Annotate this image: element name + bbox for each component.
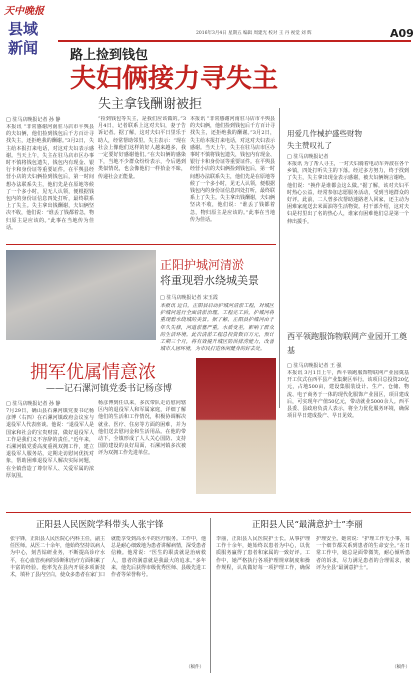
feature-body-col2: 杨彦博到任以来，多次带队走访慰问辖区内的退役军人和军属家庭，详细了解他们的生活和工作情况，积极协调解决就业、医疗、住房等方面的困难，并为他们送去慰问金和生活用品。在他的带动下，全镇形成了人人关心国防、支持国防建设的良好局面，石漯河镇多次被评为双拥工作先进单位。 — [98, 400, 186, 457]
feature-byline: □ 驻马店晚报记者 孙 静 — [6, 401, 61, 407]
right-top-body: 本报讯 为了帮人寻主，一对夫妇骑着电动车奔波在各个乡镇，四处打听失主的下落。经过多方努力，终于找到了失主，失主拿出现金表示感谢，被夫妇俩婉言谢绝。他们说：“换作是谁都会这么做。”据了解，该对夫妇平时热心公益，经常参加志愿服务活动，受到当地群众的好评。此前，二人曾多次帮助迷路老人回家，还主动为困难家庭送去米面油等生活物资。村干部介绍，这对夫妇是村里出了名的热心人，谁家有困难他们总是第一个伸出援手。 — [287, 161, 409, 225]
right-bottom-caption: 西平领跑服饰物联网产业园开工奠基 — [287, 332, 407, 355]
main-headline: 夫妇俩接力寻失主 — [70, 64, 279, 94]
right-top-subtitle: 失主赞叹礼了 — [287, 141, 332, 150]
right-top-title: 用爱几作械护盛些财物 — [287, 129, 362, 138]
bottom-right-note: （稿件） — [392, 665, 410, 670]
main-byline: □ 驻马店晚报记者 孙 静 — [6, 117, 61, 123]
section-label: 县域新闻 — [8, 20, 39, 57]
masthead-logo: 天中晚报 — [4, 6, 44, 17]
bottom-divider — [210, 518, 211, 673]
middle-title: 正阳护城河清淤 — [160, 258, 245, 272]
middle-subtitle: 将重现碧水绕城美景 — [160, 274, 259, 287]
right-divider — [279, 108, 280, 408]
main-kicker: 路上捡到钱包 — [70, 48, 149, 63]
portrait-photo — [196, 358, 276, 494]
middle-rule — [6, 244, 276, 245]
bottom-right-title: 正阳县人民“最满意护士”李丽 — [252, 520, 363, 530]
feature-body: 7月29日，确山县石漯河镇党委书记杨彦博（右四）在石漯河镇政府会议室与退役军人代表座谈。他说：“退役军人是国家和社会的宝贵财富，做好退役军人工作是我们义不容辞的责任。”近年来，石漯河镇党委高度重视双拥工作，建立退役军人服务站，定期走访慰问优抚对象，帮助困难退役军人解决实际问题，在全镇营造了尊崇军人、关爱军属的浓厚氛围。 — [6, 408, 94, 479]
middle-byline: □ 驻马店晚报记者 宋玉霞 — [160, 295, 218, 301]
dredging-photo — [6, 250, 156, 340]
middle-body: 本报讯 近日，正阳县启动护城河清淤工程，对城区护城河进行全面清淤治理。工程完工后，护城河将重现碧水绕城的美景。据了解，正阳县护城河由于年久失修，河道淤塞严重，水质变差，影响了群众的生活环境。此次清淤工程总投资数百万元，预计工期三个月，将有效提升城区防洪排涝能力，改善城市人居环境，为市民打造休闲健身的好去处。 — [160, 303, 274, 353]
bottom-right-body: 李丽，正阳县人民医院护士长。从事护理工作十余年，她始终以患者为中心，以优质服务赢得了患者和家属的一致好评。工作中，她严格执行各项护理规章制度和操作规程，认真做好每一项护理工作，确保护理安全。她常说：“护理工作无小事，每一个细节都关系到患者的生命安全。”在日常工作中，她总是面带微笑，耐心倾听患者的诉求，尽力满足患者的合理需求，被评为全县“最满意护士”。 — [216, 536, 410, 571]
feature-subtitle: ——记石漯河镇党委书记杨彦博 — [46, 384, 173, 394]
bottom-rule — [6, 512, 411, 513]
right-bottom-body: 本报讯 3月1日上午，西平领跑服饰物联网产业园奠基开工仪式在西平县产业集聚区举行。该项目总投资20亿元，占地500亩，建设集服装设计、生产、仓储、物流、电子商务于一体的现代化服饰产业园区，项目建成后，可实现年产值50亿元，带动就业5000余人。西平县委、县政府负责人表示，将全力优化服务环境，确保项目早日建成投产、早日见效。 — [287, 370, 409, 420]
bottom-left-title: 正阳县人民医院学科带头人张宇锋 — [36, 520, 164, 530]
bottom-left-note: （稿件） — [186, 665, 204, 670]
main-body: 本报讯 “非常感谢河南驻马店市平舆县的夫妇俩，他们捡到钱包后千方百计寻找失主，还拒绝我的酬谢。”3月2日，失主给本报打来电话，对这对夫妇表示感谢。当天上午，失主在驻马店市区办事时不慎将钱包遗失，钱包内有现金、银行卡和身份证等重要证件。在平舆县经营小店的夫妇俩捡到钱包后，第一时间想办法联系失主，他们先是在原地等候了一个多小时，见无人认领，便根据钱包内的身份证信息四处打听，最终联系上了失主。失主拿出钱酬谢，夫妇俩坚决不收，他们说：“谁丢了钱都着急，物归原主是应该的。”此事在当地传为佳话。 — [6, 124, 94, 231]
masthead-rule — [58, 40, 411, 42]
right-top-byline: □ 驻马店晚报记者 — [287, 154, 329, 160]
bottom-left-body: 张宇锋，正阳县人民医院心内科主任，副主任医师。从医二十余年，他始终坚持以病人为中心，刻苦钻研业务，不断提高诊疗水平，在心血管疾病的诊断和治疗方面积累了丰富的经验。他率先在县内开展多项新技术，填补了县内空白，使众多患者在家门口就能享受到高水平的医疗服务。工作中，他总是耐心细致地为患者讲解病情，深受患者信赖。他常说：“医生的职责就是治病救人，患者的满意就是我最大的追求。”多年来，他先后获得市级优秀医师、县级先进工作者等荣誉称号。 — [10, 536, 206, 579]
main-body-col3: 本报讯 “非常感谢河南驻马店市平舆县的夫妇俩，他们捡到钱包后千方百计寻找失主，还拒绝我的酬谢。”3月2日，失主给本报打来电话，对这对夫妇表示感谢。当天上午，失主在驻马店市区办事时不慎将钱包遗失，钱包内有现金、银行卡和身份证等重要证件。在平舆县经营小店的夫妇俩捡到钱包后，第一时间想办法联系失主，他们先是在原地等候了一个多小时，见无人认领，便根据钱包内的身份证信息四处打听，最终联系上了失主。失主拿出钱酬谢，夫妇俩坚决不收，他们说：“谁丢了钱都着急，物归原主是应该的。”此事在当地传为佳话。 — [190, 116, 275, 223]
page-number: A09 — [390, 27, 414, 40]
main-subhead: 失主拿钱酬谢被拒 — [98, 97, 203, 112]
right-bottom-byline: □ 驻马店晚报记者 王 强 — [287, 363, 342, 369]
feature-title: 拥军优属情意浓 — [30, 362, 156, 383]
main-body-col2: “捡到钱包等失主，是我们应该做的。”3月4日，记者联系上这对夫妇，妻子告诉记者。据了解，这对夫妇平日里乐于助人，经常帮助邻里。失主表示：“现在社会上像他们这样的好人越来越多，我一定要好好感谢他们。”在夫妇俩的感染下，当地不少群众纷纷表示，今后遇到类似情况，也会像他们一样拾金不昧，传递社会正能量。 — [98, 116, 186, 180]
date-line: 2016年3月4日 星期五 编辑 周建光 校对 王 丹 视觉 刘 辉 — [196, 31, 312, 36]
